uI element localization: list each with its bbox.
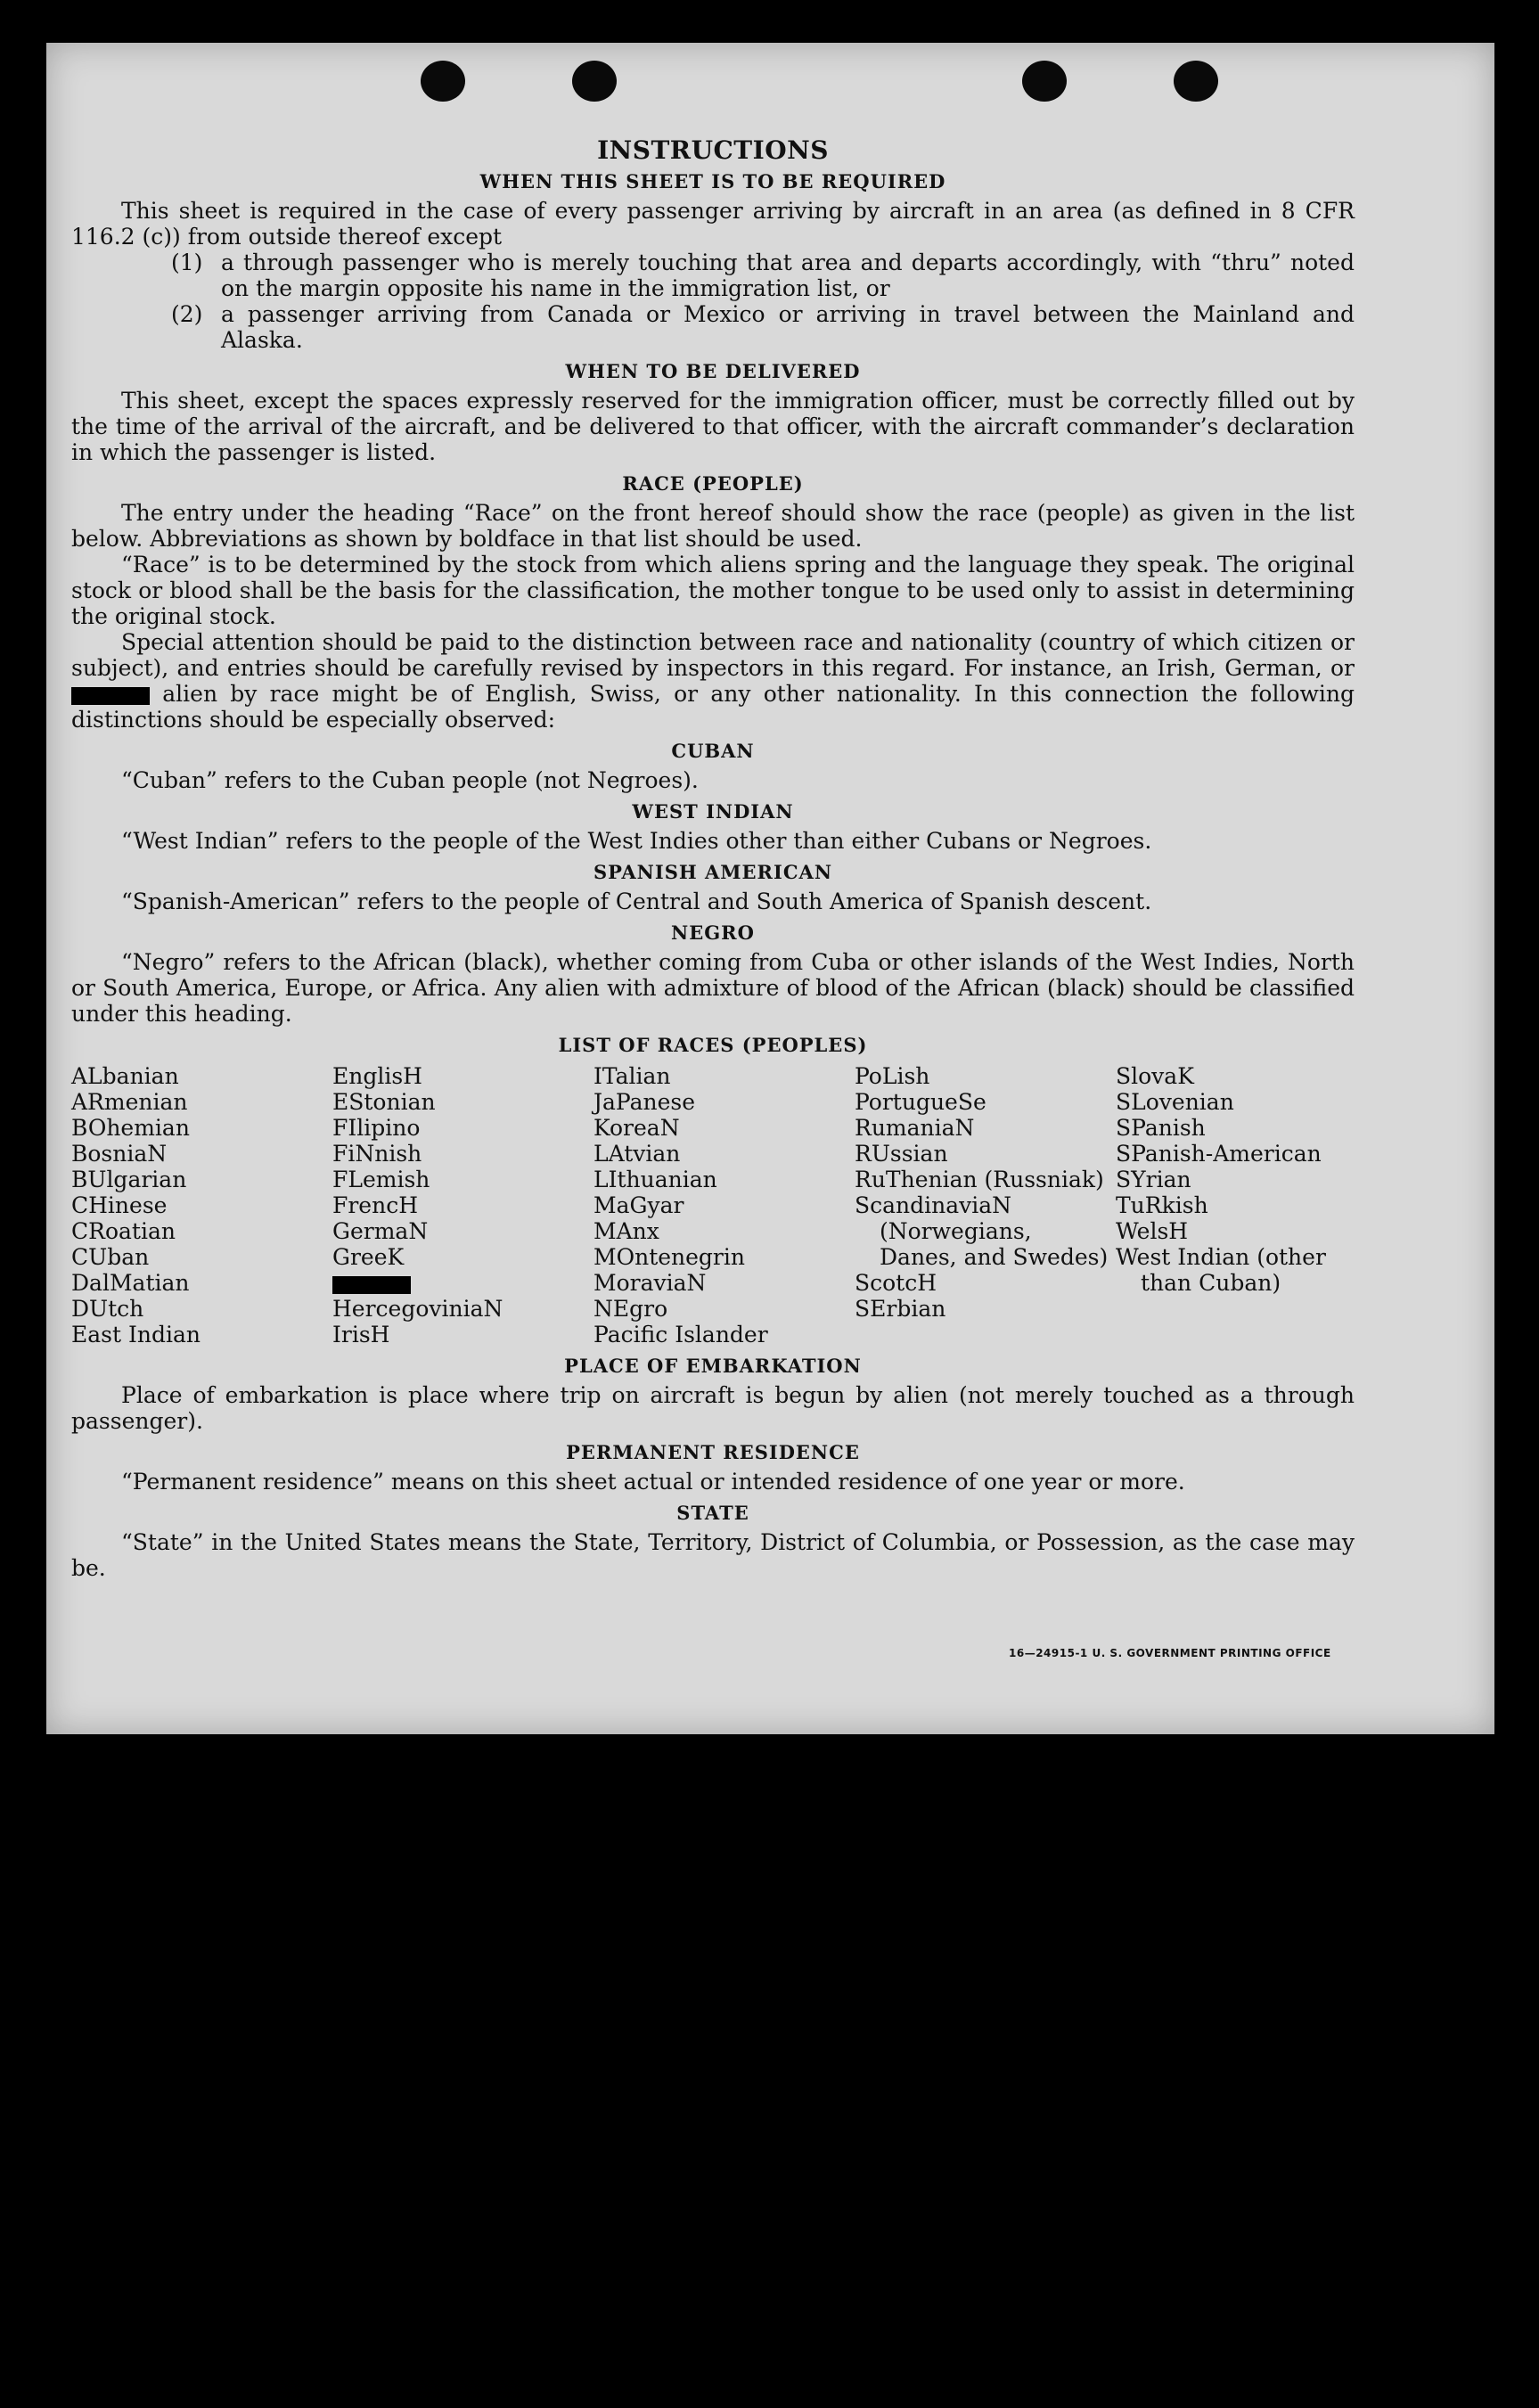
race-entry: GreeK	[332, 1244, 405, 1270]
race-entry: JaPanese	[593, 1089, 696, 1115]
heading-delivered: WHEN TO BE DELIVERED	[565, 360, 861, 382]
race-entry: NEgro	[593, 1296, 668, 1322]
race-entry: SPanish	[1116, 1115, 1206, 1141]
residence-text: “Permanent residence” means on this sheet actual or intended residence of one year or more.	[121, 1469, 1185, 1495]
races-column	[1116, 1063, 1377, 1347]
negro-text: “Negro” refers to the African (black), whether coming from Cuba or other islands of the West Indies, North or South America, Europe, or Africa. Any alien with admixture of blood of the African (black) should be classified under this heading.	[71, 949, 1355, 1027]
punch-hole	[1174, 61, 1218, 102]
heading-race: RACE (PEOPLE)	[622, 472, 804, 495]
race-entry: GermaN	[332, 1218, 429, 1244]
race-entry: FiNnish	[332, 1141, 422, 1167]
list-item: (1) a through passenger who is merely touching that area and departs accordingly, with “thru” noted on the margin opposite his name in the immigration list, or	[171, 250, 1355, 301]
race-entry: CRoatian	[71, 1218, 176, 1244]
race-entry: DalMatian	[71, 1270, 190, 1296]
heading-state: STATE	[676, 1502, 749, 1524]
race-entry: KoreaN	[593, 1115, 680, 1141]
race-entry: MaGyar	[593, 1192, 684, 1218]
heading-list-of-races: LIST OF RACES (PEOPLES)	[558, 1034, 868, 1056]
punch-hole	[572, 61, 617, 102]
race-entry: CUban	[71, 1244, 150, 1270]
race-entry: TuRkish	[1116, 1192, 1208, 1218]
race-entry: CHinese	[71, 1192, 168, 1218]
race-entry: RumaniaN	[855, 1115, 975, 1141]
race-entry: LIthuanian	[593, 1167, 717, 1192]
race-entry: SlovaK	[1116, 1063, 1194, 1089]
race-entry: LAtvian	[593, 1141, 681, 1167]
state-text: “State” in the United States means the State, Territory, District of Columbia, or Possession, as the case may be.	[71, 1529, 1355, 1581]
race-entry: MoraviaN	[593, 1270, 707, 1296]
race-entry: RUssian	[855, 1141, 948, 1167]
race-entry: EnglisH	[332, 1063, 422, 1089]
races-column	[855, 1063, 1116, 1347]
race-entry: HercegoviniaN	[332, 1296, 503, 1322]
race-entry: ScandinaviaN (Norwegians, Danes, and Swedes)	[855, 1192, 1109, 1270]
race-entry	[332, 1270, 593, 1296]
list-item: (2) a passenger arriving from Canada or Mexico or arriving in travel between the Mainland and Alaska.	[171, 301, 1355, 353]
redaction-mark	[71, 687, 150, 705]
instructions-content	[71, 137, 1355, 1581]
race-entry: PortugueSe	[855, 1089, 986, 1115]
race-entry: DUtch	[71, 1296, 144, 1322]
races-table	[71, 1063, 1355, 1347]
race-entry: MOntenegrin	[593, 1244, 745, 1270]
race-entry: IrisH	[332, 1322, 390, 1347]
heading-spanish-american: SPANISH AMERICAN	[593, 861, 833, 883]
race-entry: EStonian	[332, 1089, 436, 1115]
embarkation-text: Place of embarkation is place where trip on aircraft is begun by alien (not merely touched as a through passenger).	[71, 1382, 1355, 1434]
required-intro: This sheet is required in the case of every passenger arriving by aircraft in an area (as defined in 8 CFR 116.2 (c)) from outside thereof except	[71, 198, 1355, 250]
race-entry: RuThenian (Russniak)	[855, 1167, 1104, 1192]
race-entry: BosniaN	[71, 1141, 168, 1167]
race-entry: SPanish-American	[1116, 1141, 1322, 1167]
races-column	[71, 1063, 332, 1347]
west-indian-text: “West Indian” refers to the people of the West Indies other than either Cubans or Negroes.	[121, 828, 1152, 854]
race-entry: ITalian	[593, 1063, 671, 1089]
spanish-american-text: “Spanish-American” refers to the people of Central and South America of Spanish descent.	[121, 889, 1152, 914]
race-p1: The entry under the heading “Race” on the front hereof should show the race (people) as given in the list below. Abbreviations as shown by boldface in that list should be used.	[71, 500, 1355, 552]
punch-hole	[421, 61, 465, 102]
race-entry: WelsH	[1116, 1218, 1189, 1244]
race-entry: West Indian (other than Cuban)	[1116, 1244, 1326, 1296]
heading-west-indian: WEST INDIAN	[632, 800, 794, 823]
race-entry: ALbanian	[71, 1063, 179, 1089]
race-entry: SErbian	[855, 1296, 946, 1322]
race-p2: “Race” is to be determined by the stock from which aliens spring and the language they speak. The original stock or blood shall be the basis for the classification, the mother tongue to be used only to assist in determining the original stock.	[71, 552, 1355, 629]
race-entry: East Indian	[71, 1322, 201, 1347]
race-entry: FLemish	[332, 1167, 430, 1192]
race-entry: SLovenian	[1116, 1089, 1234, 1115]
race-entry: FrencH	[332, 1192, 418, 1218]
race-entry: MAnx	[593, 1218, 659, 1244]
redaction-mark	[332, 1276, 411, 1294]
race-entry: SYrian	[1116, 1167, 1191, 1192]
heading-negro: NEGRO	[671, 921, 755, 944]
races-column	[593, 1063, 855, 1347]
race-entry: Pacific Islander	[593, 1322, 768, 1347]
page-title: INSTRUCTIONS	[597, 135, 829, 165]
race-entry: ScotcH	[855, 1270, 937, 1296]
race-entry: ARmenian	[71, 1089, 188, 1115]
heading-cuban: CUBAN	[671, 740, 755, 762]
punch-hole	[1022, 61, 1067, 102]
races-column	[332, 1063, 593, 1347]
race-entry: BOhemian	[71, 1115, 190, 1141]
race-entry: FIlipino	[332, 1115, 421, 1141]
delivered-text: This sheet, except the spaces expressly reserved for the immigration officer, must be correctly filled out by the time of the arrival of the aircraft, and be delivered to that officer, with the aircraft commander’s declaration in which the passenger is listed.	[71, 388, 1355, 465]
cuban-text: “Cuban” refers to the Cuban people (not Negroes).	[121, 767, 699, 793]
document-page	[46, 43, 1494, 1734]
race-entry: PoLish	[855, 1063, 930, 1089]
heading-embarkation: PLACE OF EMBARKATION	[564, 1355, 862, 1377]
race-entry: BUlgarian	[71, 1167, 187, 1192]
race-p3: Special attention should be paid to the distinction between race and nationality (country of which citizen or subject), and entries should be carefully revised by inspectors in this regard. For instance, an Irish, German, or alien by race might be of English, Swiss, or any other nationality. In this connection the following distinctions should be especially observed:	[71, 629, 1355, 733]
printing-office-code: 16—24915-1 U. S. GOVERNMENT PRINTING OFFICE	[1009, 1647, 1331, 1659]
heading-required: WHEN THIS SHEET IS TO BE REQUIRED	[479, 170, 946, 192]
heading-residence: PERMANENT RESIDENCE	[566, 1441, 860, 1463]
